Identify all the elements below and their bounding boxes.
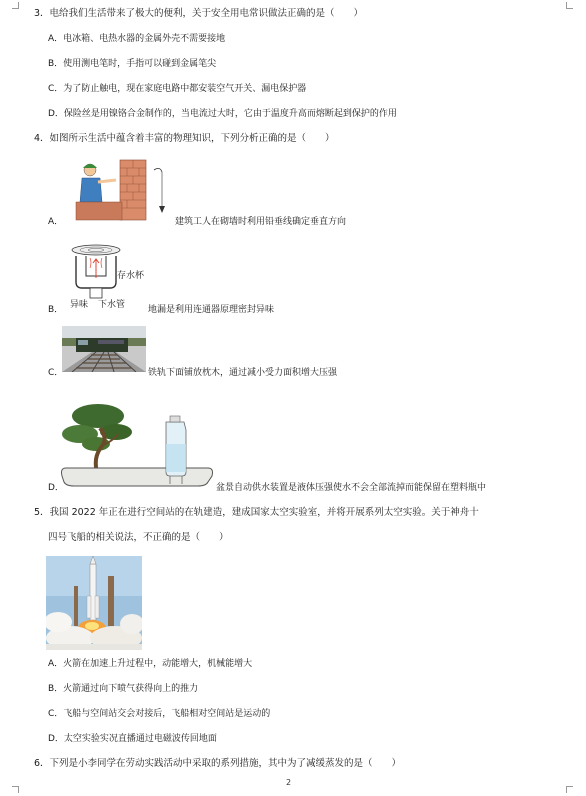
q4-figure-label-cup: 存水杯: [117, 271, 145, 281]
q5-option-a: A．火箭在加速上升过程中，动能增大，机械能增大: [48, 659, 253, 669]
q4-option-a-label: A．: [48, 217, 64, 227]
q4-figure-label-pipe: 下水管: [98, 300, 126, 310]
crop-mark-top-right: [566, 2, 573, 9]
crop-mark-bottom-right: [566, 786, 573, 793]
page-number: 2: [286, 778, 292, 787]
q4-option-b-text: 地漏是利用连通器原理密封异味: [148, 305, 275, 315]
q4-option-a-text: 建筑工人在砌墙时利用铅垂线确定垂直方向: [175, 217, 347, 227]
q5-stem-line-1: 5．我国 2022 年正在进行空间站的在轨建造，建成国家太空实验室，并将开展系列太空实验。关于神舟十: [34, 507, 479, 518]
q3-option-d: D．保险丝是用镍铬合金制作的，当电流过大时，它由于温度升高而熔断起到保护的作用: [48, 109, 397, 119]
figure-rocket-launch: [46, 556, 142, 650]
crop-mark-top-left: [12, 2, 19, 9]
q4-option-c-text: 铁轨下面铺放枕木，通过减小受力面积增大压强: [148, 368, 338, 378]
q4-option-c-label: C．: [48, 368, 64, 378]
q3-stem: 3．电给我们生活带来了极大的便利，关于安全用电常识做法正确的是（ ）: [34, 8, 364, 19]
figure-bonsai-water-bottle: [58, 394, 216, 490]
q4-stem: 4．如图所示生活中蕴含着丰富的物理知识，下列分析正确的是（ ）: [34, 133, 335, 144]
figure-bricklayer-plumb-line: [72, 158, 172, 222]
q3-option-c: C．为了防止触电，现在家庭电路中都安装空气开关、漏电保护器: [48, 84, 307, 94]
figure-train-railway: [62, 326, 146, 372]
q3-option-b: B．使用测电笔时，手指可以碰到金属笔尖: [48, 59, 217, 69]
crop-mark-bottom-left: [12, 786, 19, 793]
q5-stem-line-2: 四号飞船的相关说法，不正确的是（ ）: [48, 532, 229, 543]
q4-option-b-label: B．: [48, 305, 64, 315]
q4-figure-label-odor: 异味: [70, 300, 89, 310]
q5-option-b: B．火箭通过向下喷气获得向上的推力: [48, 684, 199, 694]
q6-stem: 6．下列是小李同学在劳动实践活动中采取的系列措施，其中为了减缓蒸发的是（ ）: [34, 758, 402, 769]
q4-option-d-text: 盆景自动供水装置是液体压强使水不会全部流掉而能保留在塑料瓶中: [216, 483, 487, 493]
q5-option-d: D．太空实验实况直播通过电磁波传回地面: [48, 734, 217, 744]
q5-option-c: C．飞船与空间站交会对接后，飞船相对空间站是运动的: [48, 709, 271, 719]
q4-option-d-label: D．: [48, 483, 64, 493]
q3-option-a: A．电冰箱、电热水器的金属外壳不需要接地: [48, 34, 226, 44]
